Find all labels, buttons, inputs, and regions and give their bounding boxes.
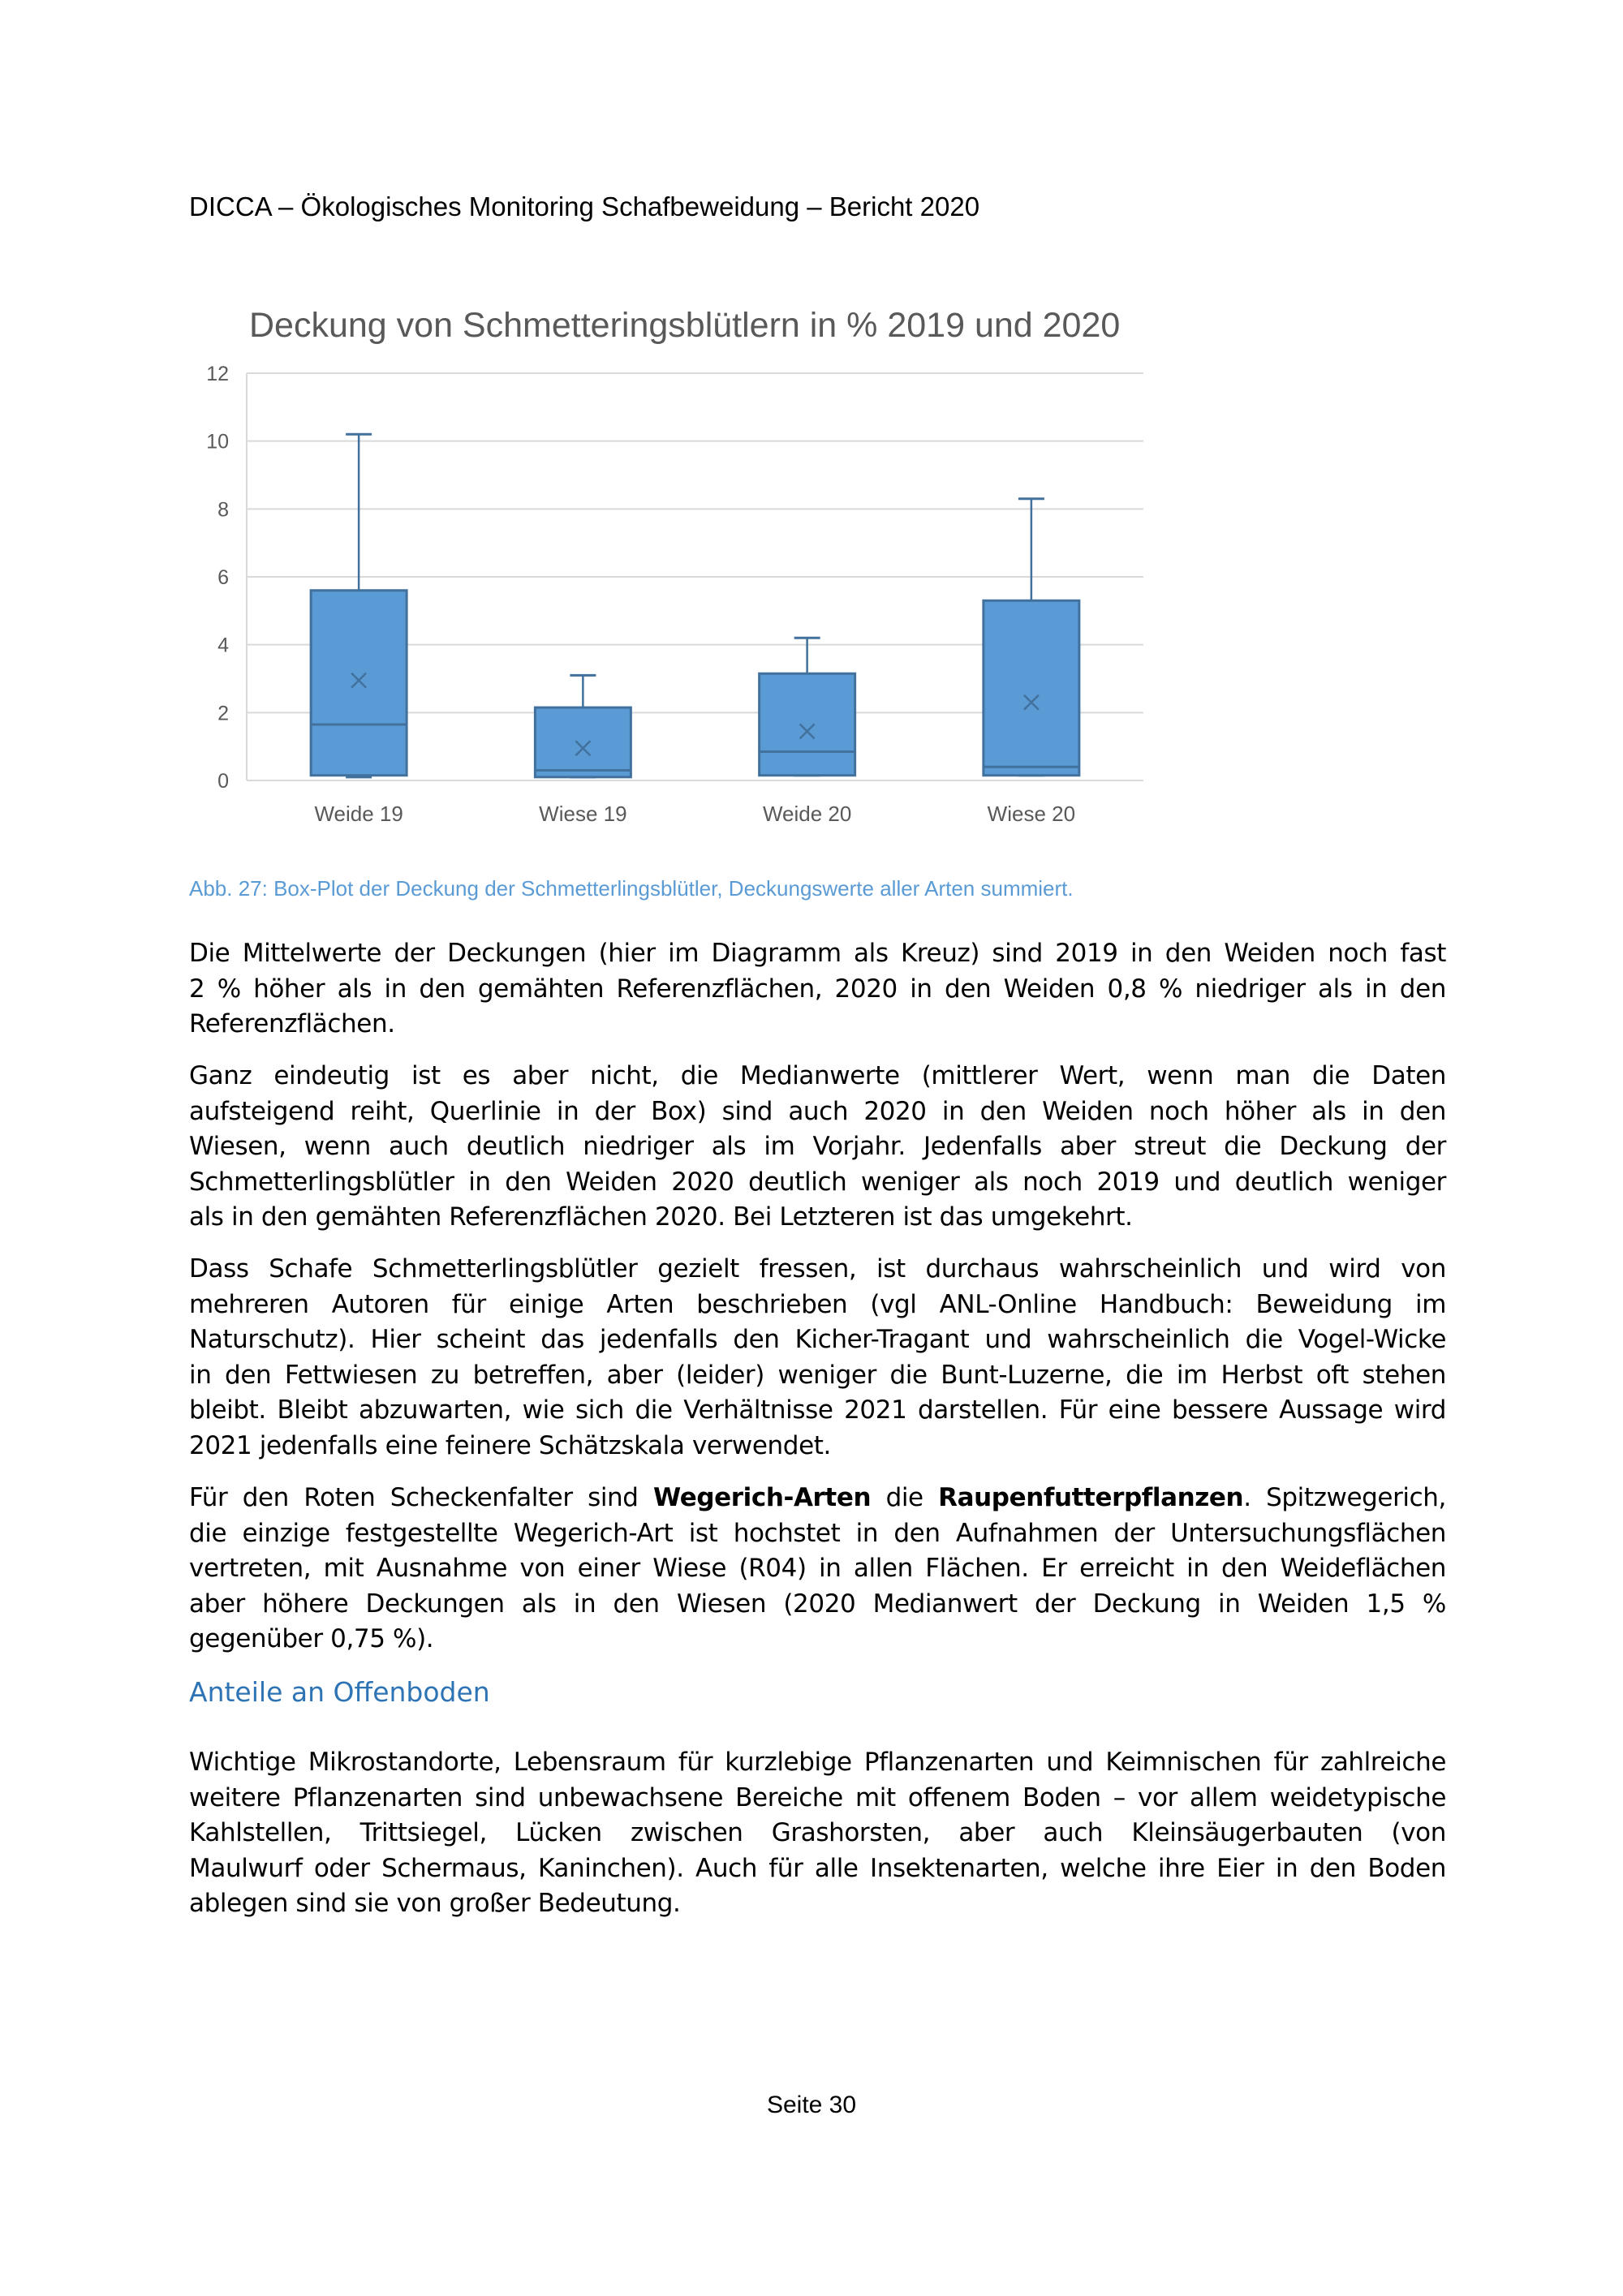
text-line: die einzige festgestellte Wegerich-Art ist hochstet in den Aufnahmen der Untersuchungsflächen	[189, 1518, 1446, 1548]
text-line: in den Fettwiesen zu betreffen, aber (leider) weniger die Bunt-Luzerne, die im Herbst oft stehen	[189, 1360, 1446, 1390]
text-line: weitere Pflanzenarten sind unbewachsene Bereiche mit offenem Boden – vor allem weidetypische	[189, 1782, 1446, 1812]
text-line: aufsteigend reiht, Querlinie in der Box) sind auch 2020 in den Weiden noch höher als in den	[189, 1096, 1446, 1126]
bold-term: Raupenfutterpflanzen	[938, 1483, 1244, 1512]
y-tick-label: 10	[206, 430, 229, 454]
text-line: Naturschutz). Hier scheint das jedenfalls den Kicher-Tragant und wahrscheinlich die Vogel-Wicke	[189, 1325, 1446, 1355]
text-line: 2 % höher als in den gemähten Referenzflächen, 2020 in den Weiden 0,8 % niedriger als in den	[189, 974, 1446, 1004]
paragraph-4	[189, 1481, 1446, 1658]
paragraph-5	[189, 1745, 1446, 1922]
bold-term: Wegerich-Arten	[653, 1483, 872, 1512]
box-weide-20	[760, 638, 855, 775]
text-line: Schmetterlingsblütler in den Weiden 2020 deutlich weniger als noch 2019 und deutlich weniger	[189, 1167, 1446, 1197]
text-line: Maulwurf oder Schermaus, Kaninchen). Auch für alle Insektenarten, welche ihre Eier in den Boden	[189, 1853, 1446, 1883]
y-tick-label: 6	[217, 566, 229, 589]
text-line	[189, 1481, 1446, 1516]
page-number: Seite 30	[766, 2092, 857, 2118]
x-category-label: Weide 20	[762, 802, 852, 826]
y-tick-label: 4	[217, 634, 229, 657]
text-line: 2021 jedenfalls eine feinere Schätzskala verwendet.	[189, 1430, 831, 1460]
box-wiese-19	[535, 675, 631, 777]
text-line: aber höhere Deckungen als in den Wiesen (2020 Medianwert der Deckung in Weiden 1,5 %	[189, 1589, 1446, 1619]
section-heading: Anteile an Offenboden	[189, 1676, 490, 1708]
box-wiese-20	[984, 499, 1079, 776]
iqr-box	[760, 673, 855, 776]
x-category-label: Wiese 19	[539, 802, 627, 826]
text-line: Kahlstellen, Trittsiegel, Lücken zwischen Grashorsten, aber auch Kleinsäugerbauten (von	[189, 1818, 1446, 1848]
text-segment: die	[871, 1483, 939, 1512]
x-category-label: Weide 19	[314, 802, 403, 826]
iqr-box	[984, 600, 1079, 775]
text-segment: . Spitzwegerich,	[1243, 1483, 1446, 1512]
running-header: DICCA – Ökologisches Monitoring Schafbeweidung – Bericht 2020	[189, 191, 980, 221]
y-tick-label: 0	[217, 770, 229, 793]
y-tick-label: 12	[206, 363, 229, 385]
text-line: Referenzflächen.	[189, 1009, 395, 1039]
text-line: als in den gemähten Referenzflächen 2020. Bei Letzteren ist das umgekehrt.	[189, 1202, 1133, 1232]
iqr-box	[311, 591, 407, 776]
text-line: bleibt. Bleibt abzuwarten, wie sich die Verhältnisse 2021 darstellen. Für eine bessere Aussage wird	[189, 1395, 1446, 1425]
chart-title: Deckung von Schmetteringsblütlern in % 2019 und 2020	[249, 306, 1121, 345]
text-line: Wichtige Mikrostandorte, Lebensraum für kurzlebige Pflanzenarten und Keimnischen für zahlreiche	[189, 1748, 1446, 1777]
text-line: gegenüber 0,75 %).	[189, 1624, 434, 1654]
paragraph-2	[189, 1059, 1446, 1236]
iqr-box	[535, 707, 631, 777]
text-segment: Für den Roten Scheckenfalter sind	[189, 1483, 653, 1512]
box-weide-19	[311, 434, 407, 777]
text-line: vertreten, mit Ausnahme von einer Wiese (R04) in allen Flächen. Er erreicht in den Weideflächen	[189, 1554, 1446, 1584]
y-tick-label: 8	[217, 498, 229, 522]
text-line: Dass Schafe Schmetterlingsblütler gezielt fressen, ist durchaus wahrscheinlich und wird von	[189, 1254, 1446, 1283]
y-tick-label: 2	[217, 702, 229, 725]
paragraph-1	[189, 936, 1446, 1043]
text-line: Wiesen, wenn auch deutlich niedriger als im Vorjahr. Jedenfalls aber streut die Deckung der	[189, 1132, 1446, 1162]
text-line: ablegen sind sie von großer Bedeutung.	[189, 1889, 681, 1919]
boxplot-chart	[0, 0, 1623, 860]
text-line: Ganz eindeutig ist es aber nicht, die Medianwerte (mittlerer Wert, wenn man die Daten	[189, 1061, 1446, 1090]
x-category-label: Wiese 20	[987, 802, 1076, 826]
text-line: mehreren Autoren für einige Arten beschrieben (vgl ANL-Online Handbuch: Beweidung im	[189, 1289, 1446, 1319]
paragraph-3	[189, 1252, 1446, 1464]
figure-caption: Abb. 27: Box-Plot der Deckung der Schmetterlingsblütler, Deckungswerte aller Arten summiert.	[189, 876, 1074, 901]
text-line: Die Mittelwerte der Deckungen (hier im Diagramm als Kreuz) sind 2019 in den Weiden noch fast	[189, 939, 1446, 968]
